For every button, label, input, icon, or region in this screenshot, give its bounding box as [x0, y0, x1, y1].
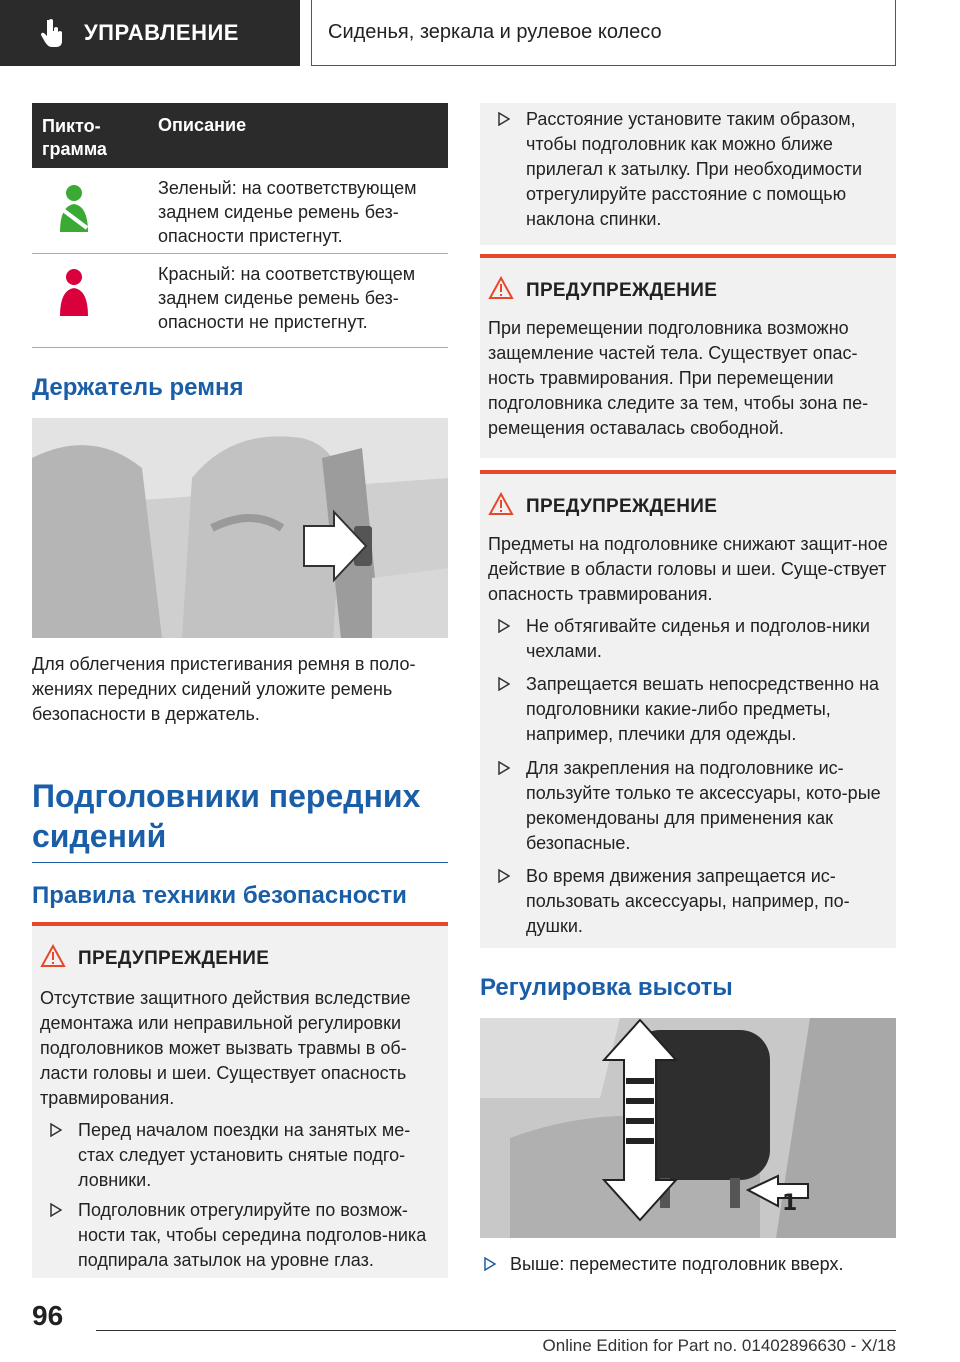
warning-box	[480, 254, 896, 458]
table-row-description: Красный: на соответствующем заднем сиденье ремень без-опасности не пристегнут.	[158, 264, 416, 332]
header-section-tab	[0, 0, 300, 66]
warning-label: ПРЕДУПРЕЖДЕНИЕ	[78, 948, 270, 969]
warning-triangle-icon	[488, 492, 514, 516]
page-number: 96	[32, 1300, 64, 1331]
warning-text: Предметы на подголовнике снижают защит-ное действие в области головы и шеи. Суще-ствует опасность травмирования.	[488, 534, 888, 604]
header-chapter-title: Сиденья, зеркала и рулевое колесо	[328, 21, 662, 43]
warning-box: ПРЕДУПРЕЖДЕНИЕ Предметы на подголовнике снижают защит-ное действие в области головы и шеи. Суще-ствует опасность травмирования. Не обтягивайте сиденья и подголов-ники чехлами. Запрещается вешать непосредственно на подголовники какие-либо предметы, например, плечики для одежды. Для закрепления на подголовнике ис-пользуйте только те аксессуары, кото-рые рекомендованы для применения как безопасные. Во время движения запрещается ис-пользовать аксессуары, например, по-душки.	[480, 470, 896, 948]
footer-divider	[96, 1330, 896, 1331]
table-row	[32, 254, 448, 348]
callout-number: 1	[782, 1191, 798, 1216]
section-title-safety: Правила техники безопасности	[32, 882, 407, 909]
bullet-triangle-icon	[498, 619, 510, 633]
bullet-triangle-icon	[498, 677, 510, 691]
section-title-belt-holder: Держатель ремня	[32, 374, 244, 401]
footer-text: Online Edition for Part no. 01402896630 - X/18	[542, 1336, 896, 1355]
warning-text: При перемещении подголовника возможно защемление частей тела. Существует опас-ность травмирования. При перемещении подголовника следите за тем, чтобы зона пе-ремещения оставалась свободной.	[488, 318, 869, 438]
bullet-triangle-icon	[498, 761, 510, 775]
header-section-title: УПРАВЛЕНИЕ	[84, 20, 239, 45]
seat-occupant-green-icon	[54, 182, 94, 238]
belt-holder-text: Для облегчения пристегивания ремня в поло-жениях передних сидений уложите ремень безопасности в держатель.	[32, 654, 416, 724]
hand-pointer-icon	[40, 18, 66, 48]
warning-label: ПРЕДУПРЕЖДЕНИЕ	[526, 280, 718, 301]
table-col-description: Описание	[158, 115, 247, 135]
warning-label: ПРЕДУПРЕЖДЕНИЕ	[526, 496, 718, 517]
warning-continuation-box: Расстояние установите таким образом, чтобы подголовник как можно ближе прилегал к затылку. При необходимости отрегулируйте расстояние с помощью наклона спинки.	[480, 103, 896, 245]
table-row	[32, 168, 448, 254]
table-col-pictogram: Пикто- грамма	[42, 116, 107, 159]
bullet-triangle-icon	[50, 1203, 62, 1217]
headrest-height-photo	[480, 1018, 896, 1238]
seat-occupant-red-icon	[54, 266, 94, 322]
bullet-triangle-icon	[484, 1257, 496, 1271]
bullet-triangle-icon	[498, 112, 510, 126]
section-title-height: Регулировка высоты	[480, 974, 733, 1001]
bullet-triangle-icon	[50, 1123, 62, 1137]
section-title-headrests: Подголовники передних сидений	[32, 776, 448, 863]
table-header	[32, 103, 448, 168]
warning-triangle-icon	[40, 944, 66, 968]
header-chapter	[311, 0, 896, 66]
warning-box: ПРЕДУПРЕЖДЕНИЕ Отсутствие защитного действия вследствие демонтажа или неправильной регулировки подголовников может вызвать травмы в об-ласти головы и шеи. Существует опасность травмирования. Перед началом поездки на занятых ме-стах следует установить снятые подго-ловники. Подголовник отрегулируйте по возмож-ности так, чтобы середина подголов-ника подпирала затылок на уровне глаз.	[32, 922, 448, 1278]
table-row-description: Зеленый: на соответствующем заднем сиденье ремень без-опасности пристегнут.	[158, 178, 417, 246]
bullet-triangle-icon	[498, 869, 510, 883]
warning-text: Отсутствие защитного действия вследствие демонтажа или неправильной регулировки подголовников может вызвать травмы в об-ласти головы и шеи. Существует опасность травмирования.	[40, 988, 411, 1108]
warning-triangle-icon	[488, 276, 514, 300]
belt-holder-photo	[32, 418, 448, 638]
